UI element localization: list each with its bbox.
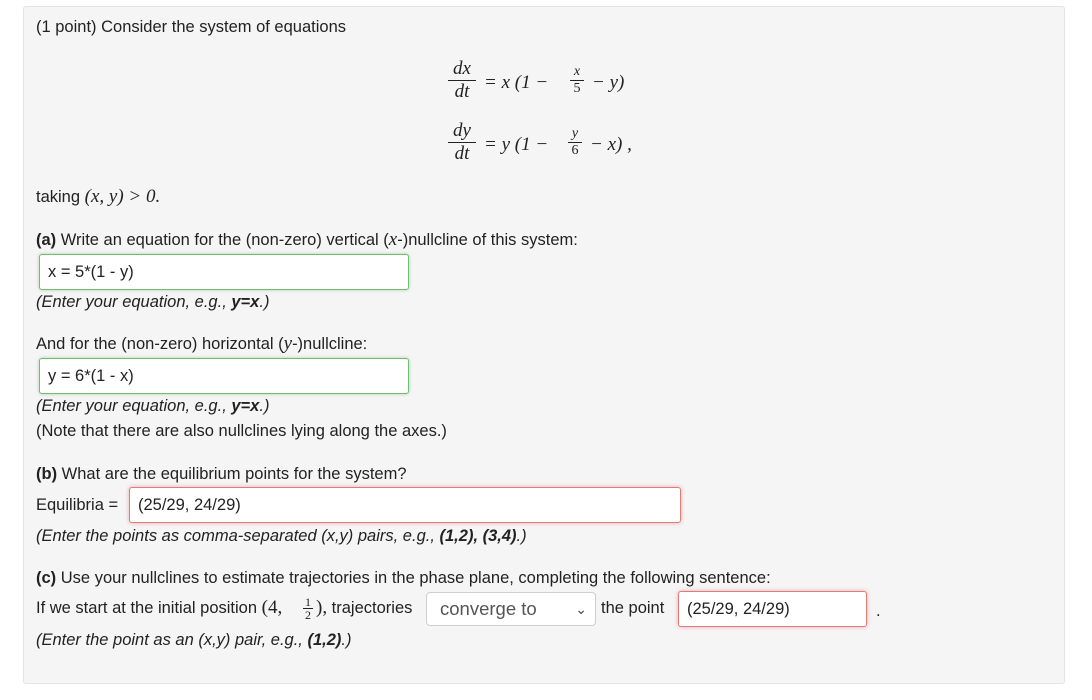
eq1-rhs-b: − y) — [592, 72, 625, 93]
trajectory-behavior-select[interactable] — [426, 592, 596, 626]
part-a-prompt2-pre: And for the (non-zero) horizontal ( — [36, 335, 284, 353]
hint-1-example: y=x — [231, 293, 260, 311]
point-open: (4, — [261, 597, 283, 618]
taking-text: taking — [36, 188, 81, 206]
part-c-prompt-text: Use your nullclines to estimate trajectories in the phase plane, completing the following sentence: — [60, 569, 771, 587]
equilibria-label: Equilibria = — [36, 496, 119, 514]
point-close-line — [316, 597, 412, 619]
part-b-hint-example: (1,2), (3,4) — [439, 527, 517, 545]
eq1-fraction — [570, 64, 584, 97]
part-b-prompt-text: What are the equilibrium points for the system? — [61, 465, 407, 483]
limit-point-input[interactable]: (25/29, 24/29) — [678, 591, 867, 627]
part-a-label: (a) — [36, 231, 57, 249]
point-frac-num: 1 — [305, 595, 311, 609]
hint-1-post: .) — [259, 293, 270, 311]
part-a-prompt2-post: -)nullcline: — [292, 335, 368, 353]
part-c-prompt — [36, 567, 771, 589]
eq2-frac-num: y — [571, 126, 579, 141]
equilibria-input[interactable]: (25/29, 24/29) — [129, 487, 681, 523]
axes-note: (Note that there are also nullclines lying along the axes.) — [36, 422, 447, 440]
eq1-frac-num: x — [573, 64, 581, 79]
point-close: ), — [316, 597, 328, 618]
dt-denominator-2: dt — [448, 142, 476, 165]
hint-2-post: .) — [259, 397, 270, 415]
part-a-hint-2 — [36, 395, 269, 417]
dt-denominator: dt — [448, 80, 476, 103]
part-a-prompt-post: -)nullcline of this system: — [397, 231, 578, 249]
constraint-line — [36, 186, 160, 208]
problem-intro: (1 point) Consider the system of equations — [36, 18, 346, 36]
hint-1-pre: (Enter your equation, e.g., — [36, 293, 232, 311]
part-a-prompt-2 — [36, 333, 367, 355]
eq2-fraction — [568, 126, 582, 159]
eq1-rhs-a: = x (1 − — [484, 72, 549, 93]
dxdt-fraction — [448, 58, 476, 103]
dy-numerator: dy — [453, 120, 471, 141]
hint-2-pre: (Enter your equation, e.g., — [36, 397, 232, 415]
select-value: converge to — [440, 598, 537, 619]
part-a-var-2: y — [283, 333, 293, 354]
part-a-prompt-pre: Write an equation for the (non-zero) vertical ( — [60, 231, 389, 249]
part-c-hint — [36, 629, 352, 651]
part-c-hint-example: (1,2) — [307, 631, 342, 649]
part-c-hint-pre: (Enter the point as an (x,y) pair, e.g., — [36, 631, 308, 649]
trajectories-text: trajectories — [331, 599, 413, 617]
vertical-nullcline-input[interactable]: x = 5*(1 - y) — [39, 254, 409, 290]
part-b-hint — [36, 525, 527, 547]
horizontal-nullcline-input[interactable]: y = 6*(1 - x) — [39, 358, 409, 394]
point-half-fraction — [303, 596, 313, 621]
chevron-down-icon: ⌄ — [575, 601, 587, 617]
hint-2-example: y=x — [231, 397, 260, 415]
part-b-label: (b) — [36, 465, 58, 483]
sentence-period: . — [876, 602, 881, 620]
part-b-hint-pre: (Enter the points as comma-separated (x,y) pairs, e.g., — [36, 527, 440, 545]
part-b-prompt — [36, 463, 407, 485]
the-point-text: the point — [601, 599, 665, 617]
part-a-prompt — [36, 229, 578, 251]
sentence-pre: If we start at the initial position — [36, 599, 258, 617]
part-b-hint-post: .) — [516, 527, 527, 545]
part-c-label: (c) — [36, 569, 57, 587]
point-frac-den: 2 — [305, 608, 311, 622]
eq2-rhs-b: − x) , — [590, 134, 632, 155]
part-c-hint-post: .) — [341, 631, 352, 649]
eq1-frac-den: 5 — [570, 80, 584, 97]
part-a-hint-1 — [36, 291, 269, 313]
part-c-sentence-start — [36, 597, 282, 619]
eq2-rhs-a: = y (1 − — [484, 134, 549, 155]
constraint-math: (x, y) > 0. — [84, 186, 161, 207]
dydt-fraction — [448, 120, 476, 165]
part-a-var: x — [388, 229, 398, 250]
eq2-frac-den: 6 — [568, 142, 582, 159]
equation-system — [440, 52, 700, 174]
dx-numerator: dx — [453, 58, 471, 79]
